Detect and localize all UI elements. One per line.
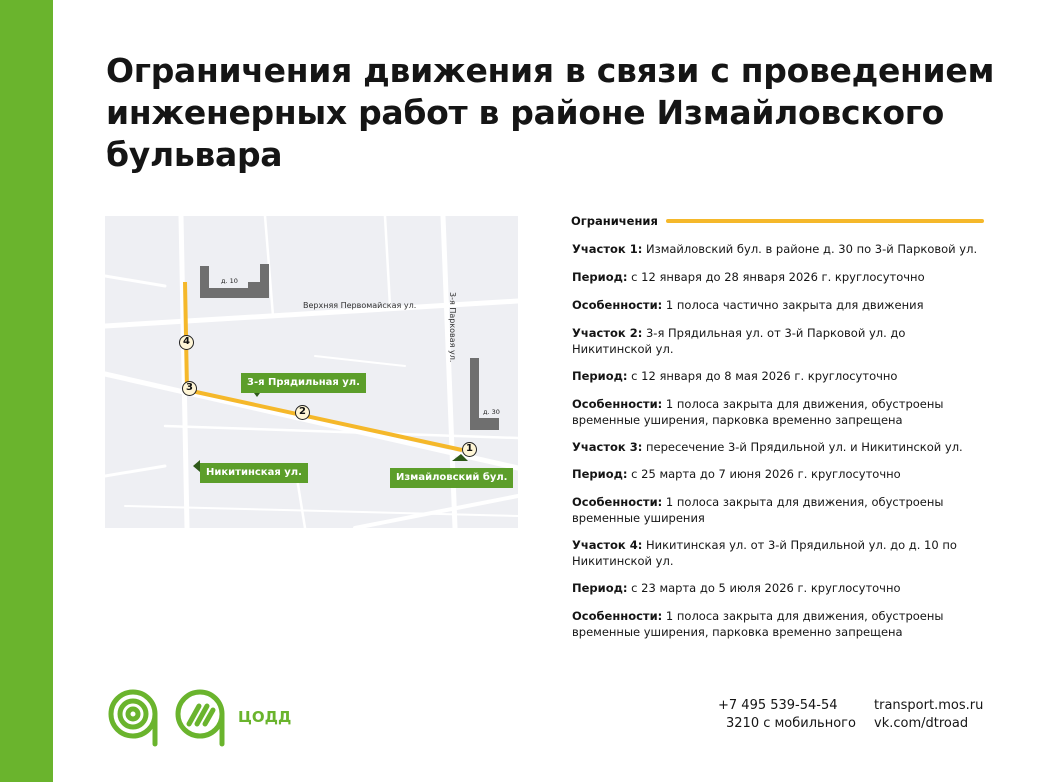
marker-3: 3 bbox=[182, 381, 197, 396]
mobile-short-number: 3210 с мобильного bbox=[726, 716, 856, 731]
street-label-verkhnyaya-pervomayskaya: Верхняя Первомайская ул. bbox=[303, 301, 417, 310]
building-label-d10: д. 10 bbox=[221, 277, 238, 285]
street-label-3-parkovaya: 3-я Парковая ул. bbox=[448, 292, 457, 363]
section-4-location: Участок 4: Никитинская ул. от 3-й Прядильной ул. до д. 10 по Никитинской ул. bbox=[572, 538, 957, 568]
marker-2: 2 bbox=[295, 405, 310, 420]
section-1-location: Участок 1: Измайловский бул. в районе д. 30 по 3-й Парковой ул. bbox=[572, 242, 978, 256]
map-label-nikitinskaya: Никитинская ул. bbox=[200, 463, 308, 483]
website-link[interactable]: transport.mos.ru bbox=[874, 698, 984, 713]
section-2-features: Особенности: 1 полоса закрыта для движения, обустроены временные уширения, парковка временно запрещена bbox=[572, 397, 944, 427]
map-label-izmaylovsky: Измайловский бул. bbox=[390, 468, 513, 488]
section-1-features: Особенности: 1 полоса частично закрыта для движения bbox=[572, 298, 924, 312]
phone-number[interactable]: +7 495 539-54-54 bbox=[718, 698, 838, 713]
legend-line bbox=[666, 219, 984, 223]
legend-label: Ограничения bbox=[571, 214, 658, 228]
section-4-features: Особенности: 1 полоса закрыта для движения, обустроены временные уширения, парковка временно запрещена bbox=[572, 609, 944, 639]
marker-1: 1 bbox=[462, 442, 477, 457]
section-3-period: Период: с 25 марта до 7 июня 2026 г. круглосуточно bbox=[572, 467, 901, 481]
legend bbox=[571, 214, 984, 228]
section-2-period: Период: с 12 января до 8 мая 2026 г. круглосуточно bbox=[572, 369, 898, 383]
map-label-pryadilnaya: 3-я Прядильная ул. bbox=[241, 373, 366, 393]
map bbox=[105, 216, 518, 528]
page-title: Ограничения движения в связи с проведением инженерных работ в районе Измайловского бульвара bbox=[106, 51, 995, 174]
cod-logo-icon bbox=[107, 688, 227, 752]
marker-4: 4 bbox=[179, 335, 194, 350]
cod-logo bbox=[107, 688, 227, 756]
brand-name: ЦОДД bbox=[238, 708, 292, 726]
vk-link[interactable]: vk.com/dtroad bbox=[874, 716, 969, 731]
section-2-location: Участок 2: 3-я Прядильная ул. от 3-й Парковой ул. до Никитинской ул. bbox=[572, 326, 906, 356]
building-label-d30: д. 30 bbox=[483, 408, 500, 416]
section-1-period: Период: с 12 января до 28 января 2026 г. круглосуточно bbox=[572, 270, 925, 284]
section-3-features: Особенности: 1 полоса закрыта для движения, обустроены временные уширения bbox=[572, 495, 944, 525]
section-3-location: Участок 3: пересечение 3-й Прядильной ул. и Никитинской ул. bbox=[572, 440, 963, 454]
side-accent-bar bbox=[0, 0, 53, 782]
section-4-period: Период: с 23 марта до 5 июля 2026 г. круглосуточно bbox=[572, 581, 901, 595]
